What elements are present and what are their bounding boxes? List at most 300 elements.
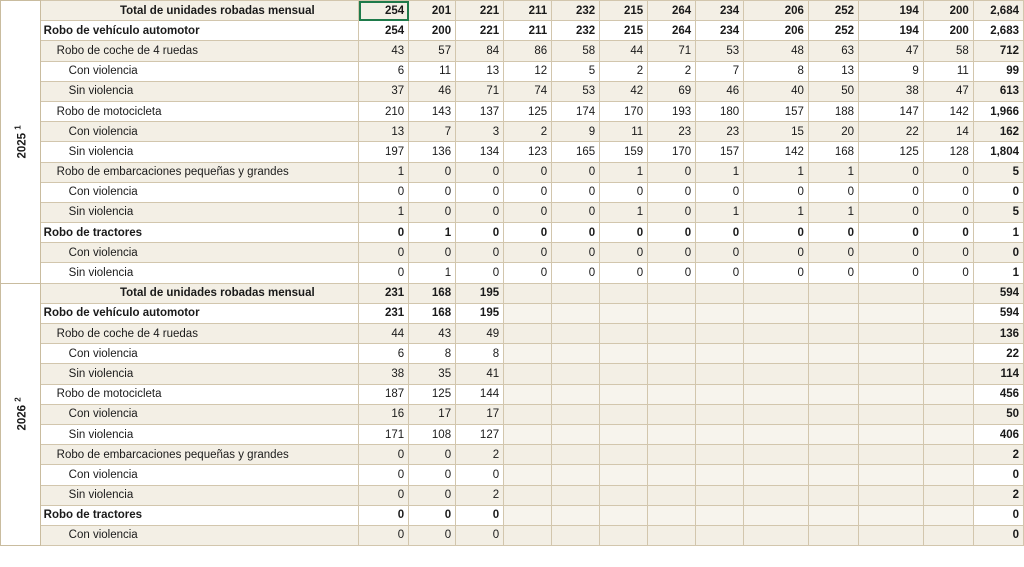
row-label[interactable]: Con violencia: [40, 243, 358, 263]
month-value-cell[interactable]: 0: [504, 243, 552, 263]
month-value-cell[interactable]: 0: [600, 243, 648, 263]
month-value-cell[interactable]: [600, 445, 648, 465]
row-label[interactable]: Con violencia: [40, 404, 358, 424]
month-value-cell[interactable]: [504, 364, 552, 384]
month-value-cell[interactable]: 9: [552, 122, 600, 142]
month-value-cell[interactable]: 69: [648, 81, 696, 101]
row-total-cell[interactable]: 2,684: [973, 1, 1023, 21]
month-value-cell[interactable]: 74: [504, 81, 552, 101]
month-value-cell[interactable]: 170: [600, 101, 648, 121]
month-value-cell[interactable]: 221: [456, 21, 504, 41]
month-value-cell[interactable]: 0: [504, 223, 552, 243]
month-value-cell[interactable]: 0: [456, 202, 504, 222]
month-value-cell[interactable]: 0: [504, 182, 552, 202]
row-label[interactable]: Robo de embarcaciones pequeñas y grandes: [40, 162, 358, 182]
month-value-cell[interactable]: [552, 465, 600, 485]
month-value-cell[interactable]: 3: [456, 122, 504, 142]
row-label[interactable]: Robo de vehículo automotor: [40, 303, 358, 323]
row-total-cell[interactable]: 0: [973, 525, 1023, 545]
month-value-cell[interactable]: 254: [359, 21, 409, 41]
month-value-cell[interactable]: 0: [409, 505, 456, 525]
month-value-cell[interactable]: 86: [504, 41, 552, 61]
month-value-cell[interactable]: 232: [552, 1, 600, 21]
month-value-cell[interactable]: [504, 384, 552, 404]
month-value-cell[interactable]: 1: [744, 202, 809, 222]
month-value-cell[interactable]: 147: [859, 101, 924, 121]
month-value-cell[interactable]: 8: [744, 61, 809, 81]
month-value-cell[interactable]: 0: [744, 263, 809, 283]
row-label[interactable]: Con violencia: [40, 122, 358, 142]
month-value-cell[interactable]: 46: [409, 81, 456, 101]
month-value-cell[interactable]: [504, 283, 552, 303]
month-value-cell[interactable]: [808, 525, 858, 545]
month-value-cell[interactable]: 215: [600, 1, 648, 21]
month-value-cell[interactable]: [648, 525, 696, 545]
month-value-cell[interactable]: 0: [696, 223, 744, 243]
month-value-cell[interactable]: 264: [648, 21, 696, 41]
month-value-cell[interactable]: [648, 364, 696, 384]
row-total-cell[interactable]: 0: [973, 505, 1023, 525]
row-total-cell[interactable]: 2: [973, 485, 1023, 505]
month-value-cell[interactable]: 252: [808, 21, 858, 41]
month-value-cell[interactable]: [600, 364, 648, 384]
row-label[interactable]: Con violencia: [40, 61, 358, 81]
month-value-cell[interactable]: [648, 465, 696, 485]
row-total-cell[interactable]: 50: [973, 404, 1023, 424]
row-label[interactable]: Con violencia: [40, 525, 358, 545]
month-value-cell[interactable]: 11: [600, 122, 648, 142]
month-value-cell[interactable]: 50: [808, 81, 858, 101]
month-value-cell[interactable]: 0: [859, 202, 924, 222]
month-value-cell[interactable]: 142: [923, 101, 973, 121]
month-value-cell[interactable]: 0: [923, 182, 973, 202]
month-value-cell[interactable]: [859, 404, 924, 424]
month-value-cell[interactable]: [923, 303, 973, 323]
month-value-cell[interactable]: [648, 445, 696, 465]
month-value-cell[interactable]: [552, 283, 600, 303]
month-value-cell[interactable]: 127: [456, 424, 504, 444]
month-value-cell[interactable]: 168: [409, 283, 456, 303]
month-value-cell[interactable]: 0: [409, 182, 456, 202]
month-value-cell[interactable]: 38: [359, 364, 409, 384]
row-label[interactable]: Robo de motocicleta: [40, 384, 358, 404]
month-value-cell[interactable]: [744, 404, 809, 424]
month-value-cell[interactable]: 46: [696, 81, 744, 101]
month-value-cell[interactable]: [744, 445, 809, 465]
month-value-cell[interactable]: [808, 384, 858, 404]
month-value-cell[interactable]: 1: [600, 202, 648, 222]
month-value-cell[interactable]: 1: [696, 202, 744, 222]
row-total-cell[interactable]: 1: [973, 223, 1023, 243]
month-value-cell[interactable]: 0: [409, 445, 456, 465]
row-label[interactable]: Robo de coche de 4 ruedas: [40, 41, 358, 61]
month-value-cell[interactable]: [648, 485, 696, 505]
row-total-cell[interactable]: 406: [973, 424, 1023, 444]
month-value-cell[interactable]: 0: [696, 263, 744, 283]
month-value-cell[interactable]: [744, 364, 809, 384]
month-value-cell[interactable]: 0: [504, 162, 552, 182]
month-value-cell[interactable]: 211: [504, 21, 552, 41]
month-value-cell[interactable]: [808, 364, 858, 384]
month-value-cell[interactable]: [504, 465, 552, 485]
month-value-cell[interactable]: 0: [744, 243, 809, 263]
month-value-cell[interactable]: 200: [409, 21, 456, 41]
month-value-cell[interactable]: [808, 344, 858, 364]
month-value-cell[interactable]: 6: [359, 61, 409, 81]
row-total-cell[interactable]: 0: [973, 465, 1023, 485]
month-value-cell[interactable]: [552, 364, 600, 384]
month-value-cell[interactable]: 0: [359, 445, 409, 465]
month-value-cell[interactable]: [696, 424, 744, 444]
row-total-cell[interactable]: 0: [973, 182, 1023, 202]
month-value-cell[interactable]: 193: [648, 101, 696, 121]
month-value-cell[interactable]: 0: [648, 202, 696, 222]
month-value-cell[interactable]: 123: [504, 142, 552, 162]
month-value-cell[interactable]: 1: [359, 202, 409, 222]
month-value-cell[interactable]: [696, 505, 744, 525]
row-total-cell[interactable]: 162: [973, 122, 1023, 142]
month-value-cell[interactable]: [923, 283, 973, 303]
month-value-cell[interactable]: 53: [696, 41, 744, 61]
month-value-cell[interactable]: 11: [923, 61, 973, 81]
month-value-cell[interactable]: 200: [923, 1, 973, 21]
month-value-cell[interactable]: 195: [456, 303, 504, 323]
month-value-cell[interactable]: 252: [808, 1, 858, 21]
month-value-cell[interactable]: 0: [456, 505, 504, 525]
month-value-cell[interactable]: 206: [744, 21, 809, 41]
month-value-cell[interactable]: 0: [456, 525, 504, 545]
row-label[interactable]: Sin violencia: [40, 485, 358, 505]
month-value-cell[interactable]: [744, 525, 809, 545]
month-value-cell[interactable]: [696, 364, 744, 384]
month-value-cell[interactable]: 17: [409, 404, 456, 424]
month-value-cell[interactable]: 157: [696, 142, 744, 162]
month-value-cell[interactable]: [859, 505, 924, 525]
month-value-cell[interactable]: 0: [808, 223, 858, 243]
month-value-cell[interactable]: 168: [808, 142, 858, 162]
row-total-cell[interactable]: 114: [973, 364, 1023, 384]
month-value-cell[interactable]: 37: [359, 81, 409, 101]
month-value-cell[interactable]: 0: [859, 223, 924, 243]
month-value-cell[interactable]: [648, 424, 696, 444]
month-value-cell[interactable]: 41: [456, 364, 504, 384]
month-value-cell[interactable]: [744, 485, 809, 505]
month-value-cell[interactable]: [696, 404, 744, 424]
month-value-cell[interactable]: 134: [456, 142, 504, 162]
month-value-cell[interactable]: [552, 424, 600, 444]
month-value-cell[interactable]: 8: [456, 344, 504, 364]
month-value-cell[interactable]: 0: [552, 223, 600, 243]
month-value-cell[interactable]: [808, 445, 858, 465]
month-value-cell[interactable]: 0: [859, 162, 924, 182]
month-value-cell[interactable]: [600, 465, 648, 485]
month-value-cell[interactable]: 42: [600, 81, 648, 101]
month-value-cell[interactable]: 0: [552, 243, 600, 263]
month-value-cell[interactable]: 2: [456, 445, 504, 465]
month-value-cell[interactable]: [504, 303, 552, 323]
month-value-cell[interactable]: [552, 445, 600, 465]
month-value-cell[interactable]: [600, 485, 648, 505]
month-value-cell[interactable]: 1: [808, 162, 858, 182]
month-value-cell[interactable]: [600, 424, 648, 444]
month-value-cell[interactable]: 0: [359, 525, 409, 545]
month-value-cell[interactable]: 20: [808, 122, 858, 142]
month-value-cell[interactable]: [923, 505, 973, 525]
month-value-cell[interactable]: [648, 303, 696, 323]
month-value-cell[interactable]: 63: [808, 41, 858, 61]
month-value-cell[interactable]: [504, 445, 552, 465]
month-value-cell[interactable]: [923, 424, 973, 444]
month-value-cell[interactable]: [504, 424, 552, 444]
month-value-cell[interactable]: 8: [409, 344, 456, 364]
month-value-cell[interactable]: 0: [923, 162, 973, 182]
month-value-cell[interactable]: 0: [859, 263, 924, 283]
month-value-cell[interactable]: [504, 525, 552, 545]
month-value-cell[interactable]: [859, 465, 924, 485]
month-value-cell[interactable]: 35: [409, 364, 456, 384]
row-total-cell[interactable]: 456: [973, 384, 1023, 404]
month-value-cell[interactable]: [923, 364, 973, 384]
month-value-cell[interactable]: [744, 384, 809, 404]
month-value-cell[interactable]: [744, 465, 809, 485]
month-value-cell[interactable]: 0: [923, 243, 973, 263]
month-value-cell[interactable]: 0: [409, 243, 456, 263]
row-label[interactable]: Sin violencia: [40, 424, 358, 444]
month-value-cell[interactable]: [859, 324, 924, 344]
month-value-cell[interactable]: [696, 283, 744, 303]
month-value-cell[interactable]: 44: [600, 41, 648, 61]
month-value-cell[interactable]: [600, 505, 648, 525]
month-value-cell[interactable]: [648, 384, 696, 404]
month-value-cell[interactable]: 0: [600, 223, 648, 243]
row-total-cell[interactable]: 99: [973, 61, 1023, 81]
month-value-cell[interactable]: 194: [859, 1, 924, 21]
row-total-cell[interactable]: 613: [973, 81, 1023, 101]
month-value-cell[interactable]: 174: [552, 101, 600, 121]
month-value-cell[interactable]: 48: [744, 41, 809, 61]
month-value-cell[interactable]: 0: [456, 182, 504, 202]
month-value-cell[interactable]: 125: [859, 142, 924, 162]
month-value-cell[interactable]: 23: [696, 122, 744, 142]
row-total-cell[interactable]: 2: [973, 445, 1023, 465]
month-value-cell[interactable]: 128: [923, 142, 973, 162]
row-label[interactable]: Sin violencia: [40, 142, 358, 162]
month-value-cell[interactable]: 0: [456, 162, 504, 182]
month-value-cell[interactable]: 231: [359, 283, 409, 303]
month-value-cell[interactable]: [600, 384, 648, 404]
month-value-cell[interactable]: [696, 303, 744, 323]
month-value-cell[interactable]: 188: [808, 101, 858, 121]
month-value-cell[interactable]: 221: [456, 1, 504, 21]
month-value-cell[interactable]: 7: [696, 61, 744, 81]
month-value-cell[interactable]: 168: [409, 303, 456, 323]
row-label[interactable]: Sin violencia: [40, 263, 358, 283]
month-value-cell[interactable]: 125: [504, 101, 552, 121]
month-value-cell[interactable]: [648, 344, 696, 364]
month-value-cell[interactable]: [696, 344, 744, 364]
month-value-cell[interactable]: [859, 384, 924, 404]
month-value-cell[interactable]: 215: [600, 21, 648, 41]
month-value-cell[interactable]: 0: [504, 202, 552, 222]
row-label[interactable]: Con violencia: [40, 182, 358, 202]
row-total-cell[interactable]: 5: [973, 202, 1023, 222]
month-value-cell[interactable]: 13: [359, 122, 409, 142]
month-value-cell[interactable]: 16: [359, 404, 409, 424]
month-value-cell[interactable]: [504, 404, 552, 424]
month-value-cell[interactable]: [696, 445, 744, 465]
month-value-cell[interactable]: 0: [648, 182, 696, 202]
month-value-cell[interactable]: 0: [456, 263, 504, 283]
month-value-cell[interactable]: [552, 485, 600, 505]
month-value-cell[interactable]: 0: [359, 485, 409, 505]
row-total-cell[interactable]: 594: [973, 283, 1023, 303]
row-label[interactable]: Total de unidades robadas mensual: [40, 1, 358, 21]
month-value-cell[interactable]: 0: [359, 223, 409, 243]
row-total-cell[interactable]: 594: [973, 303, 1023, 323]
month-value-cell[interactable]: 0: [648, 162, 696, 182]
month-value-cell[interactable]: 1: [409, 263, 456, 283]
month-value-cell[interactable]: [808, 465, 858, 485]
month-value-cell[interactable]: 0: [648, 223, 696, 243]
month-value-cell[interactable]: 53: [552, 81, 600, 101]
month-value-cell[interactable]: 187: [359, 384, 409, 404]
row-label[interactable]: Robo de embarcaciones pequeñas y grandes: [40, 445, 358, 465]
month-value-cell[interactable]: 0: [359, 505, 409, 525]
month-value-cell[interactable]: 0: [552, 162, 600, 182]
month-value-cell[interactable]: [808, 404, 858, 424]
month-value-cell[interactable]: [808, 505, 858, 525]
month-value-cell[interactable]: [504, 324, 552, 344]
month-value-cell[interactable]: [648, 404, 696, 424]
month-value-cell[interactable]: 7: [409, 122, 456, 142]
month-value-cell[interactable]: 0: [359, 263, 409, 283]
month-value-cell[interactable]: 9: [859, 61, 924, 81]
month-value-cell[interactable]: 1: [744, 162, 809, 182]
month-value-cell[interactable]: 157: [744, 101, 809, 121]
month-value-cell[interactable]: 264: [648, 1, 696, 21]
month-value-cell[interactable]: 17: [456, 404, 504, 424]
month-value-cell[interactable]: [696, 525, 744, 545]
month-value-cell[interactable]: 195: [456, 283, 504, 303]
month-value-cell[interactable]: [552, 324, 600, 344]
month-value-cell[interactable]: 0: [808, 182, 858, 202]
month-value-cell[interactable]: [923, 525, 973, 545]
month-value-cell[interactable]: 1: [600, 162, 648, 182]
month-value-cell[interactable]: [696, 324, 744, 344]
month-value-cell[interactable]: 0: [456, 243, 504, 263]
month-value-cell[interactable]: 201: [409, 1, 456, 21]
month-value-cell[interactable]: 0: [359, 243, 409, 263]
month-value-cell[interactable]: 0: [552, 263, 600, 283]
month-value-cell[interactable]: [696, 465, 744, 485]
month-value-cell[interactable]: [600, 344, 648, 364]
month-value-cell[interactable]: [923, 445, 973, 465]
month-value-cell[interactable]: [744, 344, 809, 364]
month-value-cell[interactable]: [600, 283, 648, 303]
month-value-cell[interactable]: 0: [696, 182, 744, 202]
month-value-cell[interactable]: 0: [409, 525, 456, 545]
month-value-cell[interactable]: 0: [744, 223, 809, 243]
month-value-cell[interactable]: 0: [859, 243, 924, 263]
month-value-cell[interactable]: 0: [409, 485, 456, 505]
month-value-cell[interactable]: 194: [859, 21, 924, 41]
month-value-cell[interactable]: 0: [923, 263, 973, 283]
month-value-cell[interactable]: [600, 404, 648, 424]
month-value-cell[interactable]: [504, 344, 552, 364]
row-total-cell[interactable]: 5: [973, 162, 1023, 182]
month-value-cell[interactable]: [648, 505, 696, 525]
month-value-cell[interactable]: [808, 485, 858, 505]
month-value-cell[interactable]: [744, 283, 809, 303]
row-label[interactable]: Robo de motocicleta: [40, 101, 358, 121]
month-value-cell[interactable]: 0: [859, 182, 924, 202]
month-value-cell[interactable]: [504, 505, 552, 525]
month-value-cell[interactable]: [859, 303, 924, 323]
month-value-cell[interactable]: 12: [504, 61, 552, 81]
month-value-cell[interactable]: 0: [648, 263, 696, 283]
month-value-cell[interactable]: 0: [552, 182, 600, 202]
month-value-cell[interactable]: 58: [552, 41, 600, 61]
month-value-cell[interactable]: [744, 424, 809, 444]
month-value-cell[interactable]: 5: [552, 61, 600, 81]
month-value-cell[interactable]: 13: [808, 61, 858, 81]
row-label[interactable]: Con violencia: [40, 344, 358, 364]
row-total-cell[interactable]: 1,966: [973, 101, 1023, 121]
month-value-cell[interactable]: 137: [456, 101, 504, 121]
month-value-cell[interactable]: [552, 384, 600, 404]
month-value-cell[interactable]: 1: [409, 223, 456, 243]
row-label[interactable]: Robo de tractores: [40, 223, 358, 243]
month-value-cell[interactable]: [600, 303, 648, 323]
month-value-cell[interactable]: [552, 344, 600, 364]
row-label[interactable]: Robo de coche de 4 ruedas: [40, 324, 358, 344]
month-value-cell[interactable]: 206: [744, 1, 809, 21]
month-value-cell[interactable]: [923, 485, 973, 505]
month-value-cell[interactable]: [859, 485, 924, 505]
month-value-cell[interactable]: 231: [359, 303, 409, 323]
month-value-cell[interactable]: 165: [552, 142, 600, 162]
month-value-cell[interactable]: 0: [409, 202, 456, 222]
row-label[interactable]: Sin violencia: [40, 364, 358, 384]
month-value-cell[interactable]: [696, 384, 744, 404]
month-value-cell[interactable]: 142: [744, 142, 809, 162]
month-value-cell[interactable]: [859, 525, 924, 545]
month-value-cell[interactable]: 0: [504, 263, 552, 283]
month-value-cell[interactable]: 197: [359, 142, 409, 162]
month-value-cell[interactable]: [808, 283, 858, 303]
month-value-cell[interactable]: 159: [600, 142, 648, 162]
row-total-cell[interactable]: 712: [973, 41, 1023, 61]
month-value-cell[interactable]: 43: [409, 324, 456, 344]
month-value-cell[interactable]: 0: [409, 162, 456, 182]
month-value-cell[interactable]: 0: [808, 243, 858, 263]
month-value-cell[interactable]: [808, 424, 858, 444]
month-value-cell[interactable]: 44: [359, 324, 409, 344]
row-total-cell[interactable]: 0: [973, 243, 1023, 263]
month-value-cell[interactable]: [552, 525, 600, 545]
month-value-cell[interactable]: [648, 324, 696, 344]
month-value-cell[interactable]: 2: [504, 122, 552, 142]
month-value-cell[interactable]: 11: [409, 61, 456, 81]
month-value-cell[interactable]: 40: [744, 81, 809, 101]
month-value-cell[interactable]: 58: [923, 41, 973, 61]
month-value-cell[interactable]: 43: [359, 41, 409, 61]
month-value-cell[interactable]: 234: [696, 21, 744, 41]
month-value-cell[interactable]: 13: [456, 61, 504, 81]
month-value-cell[interactable]: 0: [744, 182, 809, 202]
month-value-cell[interactable]: 0: [808, 263, 858, 283]
row-label[interactable]: Sin violencia: [40, 202, 358, 222]
